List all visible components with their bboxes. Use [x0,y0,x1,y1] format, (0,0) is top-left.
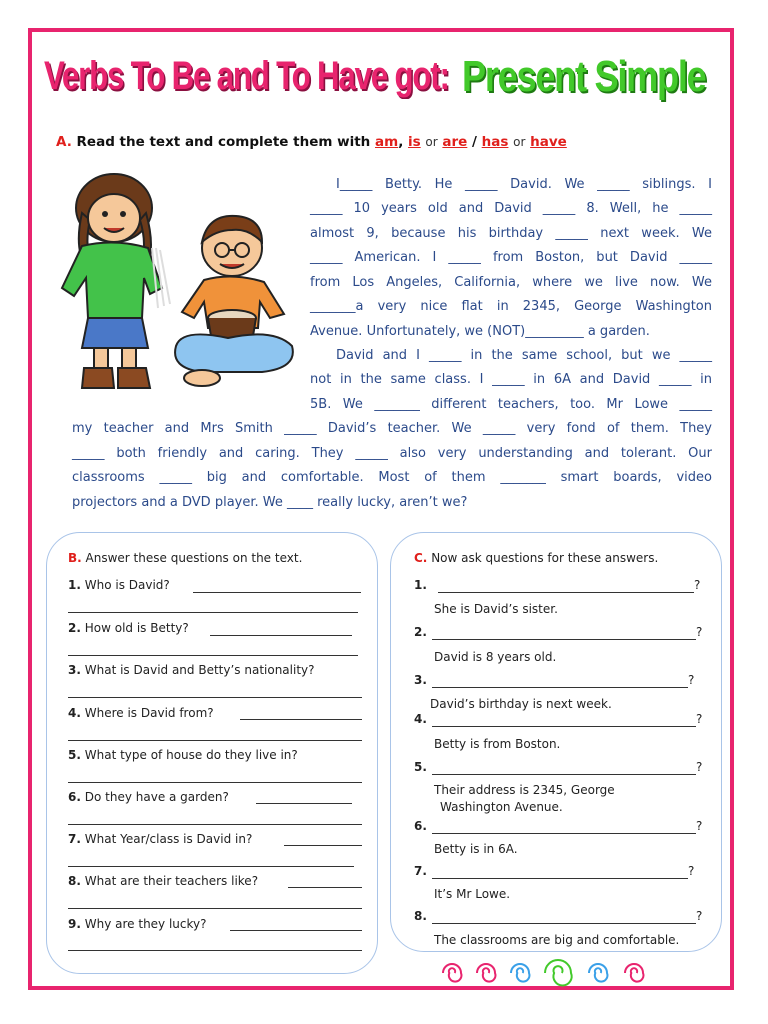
swirl-icon [477,964,495,982]
answer-line[interactable] [193,592,361,593]
swirl-icon [545,960,572,985]
word-or-2: or [513,135,526,149]
swirl-icon [589,964,607,982]
section-a-text: Read the text and complete them with [76,134,371,150]
answer-line[interactable] [68,782,362,783]
question-line[interactable] [432,878,688,879]
section-c-letter: C. [414,551,428,565]
item-c-6-number: 6. [414,819,427,833]
item-c-2-number: 2. [414,625,427,639]
question-mark: ? [694,578,701,592]
question-b-5: 5. What type of house do they live in? [68,748,298,762]
answer-line[interactable] [230,930,362,931]
question-mark: ? [688,864,695,878]
item-c-5-number: 5. [414,760,427,774]
question-b-4: 4. Where is David from? [68,706,214,720]
word-or-1: or [425,135,438,149]
item-c-8-answer: The classrooms are big and comfortable. [434,933,680,947]
question-line[interactable] [432,923,696,924]
answer-line[interactable] [68,612,358,613]
passage-line: _______a very nice flat in 2345, George Washington [310,299,712,314]
item-c-6-answer: Betty is in 6A. [434,842,518,856]
question-b-1: 1. Who is David? [68,578,170,592]
item-c-5-answer-cont: Washington Avenue. [440,800,563,814]
question-line[interactable] [432,726,696,727]
word-are: are [442,134,468,150]
item-c-1-number: 1. [414,578,427,592]
kids-illustration [52,168,300,394]
question-mark: ? [696,909,703,923]
answer-line[interactable] [256,803,352,804]
question-mark: ? [688,673,695,687]
item-c-3-answer: David’s birthday is next week. [430,697,612,711]
passage-line: I_____ Betty. He _____ David. We _____ siblings. I [336,177,712,192]
question-b-7: 7. What Year/class is David in? [68,832,253,846]
passage-line: 5B. We _______ different teachers, too. Mr Lowe _____ [310,397,712,412]
question-b-2: 2. How old is Betty? [68,621,189,635]
word-am: am [375,134,399,150]
title-part-1: Verbs To Be and To Have got: [44,54,449,98]
swirl-decorations [440,958,660,988]
title-part-2: Present Simple [462,52,706,101]
passage-line: not in the same class. I _____ in 6A and David _____ in [310,372,712,387]
word-is: is [408,134,421,150]
passage-line: projectors and a DVD player. We ____ really lucky, aren’t we? [72,495,468,510]
answer-line[interactable] [68,655,358,656]
item-c-4-answer: Betty is from Boston. [434,737,561,751]
section-a-letter: A. [56,134,72,150]
question-line[interactable] [432,687,688,688]
question-mark: ? [696,819,703,833]
swirl-icon [443,964,461,982]
section-b-text: Answer these questions on the text. [85,551,303,565]
answer-line[interactable] [68,824,362,825]
answer-line[interactable] [68,866,354,867]
answer-line[interactable] [288,887,362,888]
item-c-8-number: 8. [414,909,427,923]
item-c-4-number: 4. [414,712,427,726]
question-mark: ? [696,712,703,726]
answer-line[interactable] [68,697,362,698]
item-c-3-number: 3. [414,673,427,687]
passage-line: Avenue. Unfortunately, we (NOT)_________ a garden. [310,324,650,339]
question-line[interactable] [432,639,696,640]
section-c-text: Now ask questions for these answers. [431,551,659,565]
answer-line[interactable] [68,740,362,741]
question-mark: ? [696,625,703,639]
passage-line: _____ American. I _____ from Boston, but David _____ [310,250,712,265]
question-b-6: 6. Do they have a garden? [68,790,229,804]
word-have: have [530,134,567,150]
section-b-instruction [68,551,302,565]
question-b-3: 3. What is David and Betty’s nationality? [68,663,315,677]
section-a-instruction: A. Read the text and complete them with am, is or are / has or have [56,134,567,150]
question-line[interactable] [432,774,696,775]
word-has: has [481,134,509,150]
item-c-1-answer: She is David’s sister. [434,602,558,616]
question-b-9: 9. Why are they lucky? [68,917,207,931]
passage-line: classrooms _____ big and comfortable. Most of them _______ smart boards, video [72,470,712,485]
answer-line[interactable] [68,908,362,909]
passage-line: from Los Angeles, California, where we live now. We [310,275,712,290]
slash: / [472,134,477,150]
answer-line[interactable] [284,845,362,846]
passage-line: _____ 10 years old and David _____ 8. Well, he _____ [310,201,712,216]
answer-line[interactable] [68,950,362,951]
item-c-5-answer: Their address is 2345, George [434,783,615,797]
question-mark: ? [696,760,703,774]
worksheet-title [44,52,724,108]
swirl-icon [511,964,529,982]
item-c-2-answer: David is 8 years old. [434,650,557,664]
question-b-8: 8. What are their teachers like? [68,874,259,888]
item-c-7-answer: It’s Mr Lowe. [434,887,511,901]
passage-line: almost 9, because his birthday _____ next week. We [310,226,712,241]
passage-line: my teacher and Mrs Smith _____ David’s teacher. We _____ very fond of them. They [72,421,712,436]
passage-line: _____ both friendly and caring. They _____ also very understanding and tolerant. Our [72,446,712,461]
answer-line[interactable] [240,719,362,720]
section-c-instruction [414,551,658,565]
swirl-icon [625,964,643,982]
passage-line: David and I _____ in the same school, but we _____ [336,348,712,363]
answer-line[interactable] [210,635,352,636]
question-line[interactable] [432,833,696,834]
section-b-letter: B. [68,551,82,565]
question-line[interactable] [438,592,694,593]
item-c-7-number: 7. [414,864,427,878]
